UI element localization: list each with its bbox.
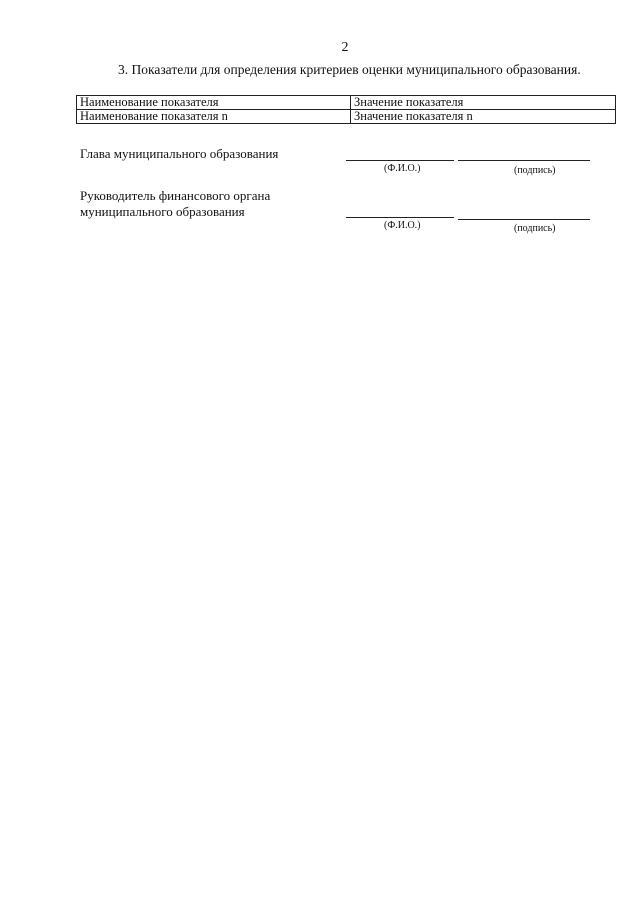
signatory-finance-label: Руководитель финансового органа муниципального образования <box>80 188 271 219</box>
indicator-value-cell: Значение показателя n <box>351 110 616 124</box>
section-heading: 3. Показатели для определения критериев оценки муниципального образования. <box>118 62 581 77</box>
indicator-name-cell: Наименование показателя n <box>77 110 351 124</box>
signature-caption: (подпись) <box>514 165 556 176</box>
page-number: 2 <box>341 40 349 55</box>
indicators-table <box>76 95 616 124</box>
table-row <box>77 96 616 110</box>
indicator-name-cell: Наименование показателя <box>77 96 351 110</box>
fio-signature-line <box>346 217 454 218</box>
fio-caption: (Ф.И.О.) <box>384 220 421 231</box>
signature-line <box>458 160 590 161</box>
fio-signature-line <box>346 160 454 161</box>
table-row <box>77 110 616 124</box>
signature-line <box>458 219 590 220</box>
indicator-value-cell: Значение показателя <box>351 96 616 110</box>
fio-caption: (Ф.И.О.) <box>384 163 421 174</box>
signature-caption: (подпись) <box>514 223 556 234</box>
signatory-head-label: Глава муниципального образования <box>80 146 279 161</box>
